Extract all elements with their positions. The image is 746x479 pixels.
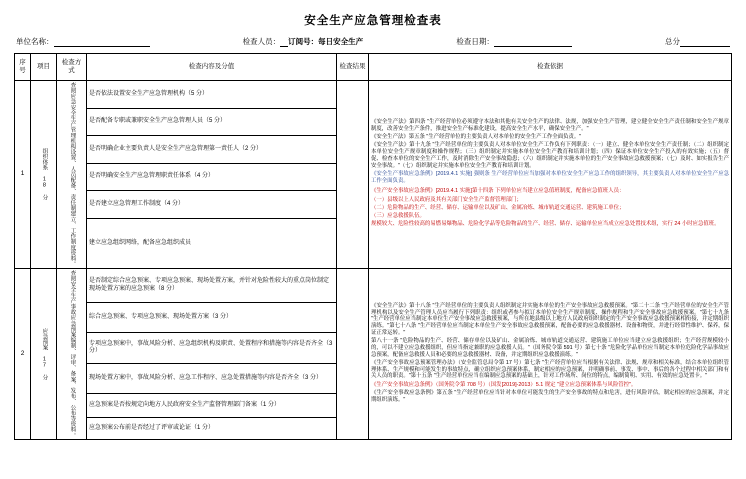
- row1-result[interactable]: [337, 81, 369, 269]
- row1-content-1: 是否依法设置安全生产应急管理机构（5 分）: [87, 81, 337, 109]
- row1-method: 查阅应急安全生产管理机构设置、人员配备、责任制建立、工作制度资料。: [57, 81, 87, 269]
- table-row: [15, 81, 732, 109]
- basis-para-highlight-red: （三）应急救援队伍。: [371, 213, 425, 220]
- meta-row: [16, 36, 730, 47]
- basis-para: 《安全生产法》第四条 "生产经营单位必须遵守本法和其他有关安全生产的法律、法规，加强安全生产管理，建立健全安全生产责任制和安全生产规章制度，改善安全生产条件，推进安全生产标准化建设，提高安全生产水平，确保安全生产。": [371, 119, 729, 132]
- unit-name-field[interactable]: [16, 36, 150, 47]
- promo-label: 订阅号：每日安全生产: [288, 37, 364, 46]
- row2-result[interactable]: [337, 268, 369, 439]
- basis-para-highlight-red: 《生产安全事故应急条例》（国务院令第 708 号）（国发[2019]-2013）5.1 规定 "建立应急预案体系与风险管控"。: [371, 381, 637, 388]
- basis-para-highlight-blue: 《安全生产事故应急条例》[2019.4.1 实施] 强则条 生产经营单位应当加强对本单位安全生产应急工作的组织领导，其主要负责人对本单位安全生产应急工作全面负责。: [371, 170, 729, 184]
- score-field[interactable]: [665, 36, 730, 47]
- basis-para-highlight-red: 规模较大、危险性较高的易燃易爆物品、危险化学品等危险物品的生产、经营、储存、运输单位应当成立应急处置技术组，实行 24 小时应急值班。: [371, 221, 720, 228]
- inspector-label: 检查人员：: [242, 37, 281, 46]
- col-header-content: 检查内容及分值: [87, 54, 337, 81]
- row2-method: 查阅安全生产事故应急预案编制、评审、备案、发布、公布等资料。: [57, 268, 87, 439]
- checklist-table: [14, 53, 732, 440]
- row1-item: 组织体系 18 分: [31, 81, 57, 269]
- basis-para: 第八十一条 "危险物品的生产、经营、储存单位以及矿山、金属冶炼、城市轨道交通运营、建筑施工单位应当建立应急救援组织；生产经营规模较小的，可以不建立应急救援组织，但应当指定兼职的应急救援人员。"（国务院令第 591 号）第七十条 "危险化学品单位应当制定本单位危险化学品事故应急预案，配备应急救援人员和必要的应急救援器材、设备，并定期组织应急救援演练。": [371, 338, 729, 358]
- row1-content-4: 是否明确安全生产应急管理职责任体系（4 分）: [87, 163, 337, 191]
- basis-para: 《安全生产法》第五条 "生产经营单位的主要负责人对本单位的安全生产工作全面负责。": [371, 134, 582, 141]
- table-row: [15, 268, 732, 302]
- row2-content-3: 专项应急预案中，事故风险分析、应急组织机构及职责、处置程序和措施等内容是否齐全（3 分）: [87, 333, 337, 363]
- score-line: [680, 38, 730, 47]
- col-header-no: 序号: [15, 54, 31, 81]
- row1-content-2: 是否配备专职或兼职安全生产应急管理人员（5 分）: [87, 108, 337, 136]
- row2-content-2: 综合应急预案、专项应急预案、现场处置方案（3 分）: [87, 303, 337, 333]
- col-header-item: 项目: [31, 54, 57, 81]
- inspector-field[interactable]: [243, 36, 364, 47]
- row1-content-6: 建立应急组织网络，配备应急组织成员: [87, 219, 337, 269]
- basis-para: 《安全生产法》第十九条 "生产经营单位的主要负责人对本单位安全生产工作负有下列职责：（一）建立、健全本单位安全生产责任制；（二）组织制定本单位安全生产规章制度和操作规程；（三）组织制定并实施本单位安全生产教育和培训计划；（四）保证本单位安全生产投入的有效实施；（五）督促、检查本单位的安全生产工作，及时消除生产安全事故隐患；（六）组织制定并实施本单位的生产安全事故应急救援预案；（七）及时、如实报告生产安全事故。"（七）组织制定并实施本单位安全生产教育和培训计划。: [371, 142, 729, 169]
- row2-content-6: 应急预案公布前是否经过了评审或论证（1 分）: [87, 417, 337, 439]
- row1-basis: [369, 81, 732, 269]
- row1-no: 1: [15, 81, 31, 269]
- row2-no: 2: [15, 268, 31, 439]
- col-header-result: 检查结果: [337, 54, 369, 81]
- row1-content-5: 是否建立应急管理工作制度（4 分）: [87, 191, 337, 219]
- row2-content-5: 应急预案是否按规定向地方人民政府安全生产监督管理部门备案（1 分）: [87, 393, 337, 417]
- basis-para-highlight-red: （一）县级以上人民政府及其有关部门安全生产监督管理部门；: [371, 196, 522, 203]
- col-header-basis: 检查依据: [369, 54, 732, 81]
- basis-para: 《生产安全事故应急条例》第五条 "生产经营单位应当针对本单位可能发生的生产安全事故的特点和危害，进行风险评估，制定相应的应急预案，并定期组织演练。": [371, 389, 729, 403]
- row2-content-4: 现场处置方案中，事故风险分析、应急工作程序、应急处置措施等内容是否齐全（3 分）: [87, 363, 337, 393]
- col-header-method: 检查方式: [57, 54, 87, 81]
- row2-content-1: 是否制定综合应急预案、专项应急预案、现场处置方案，并针对危险性较大的重点岗位制定现场处置方案的应急预案（8 分）: [87, 268, 337, 302]
- date-field[interactable]: [456, 36, 572, 47]
- basis-para: 《安全生产法》第十八条 "生产经营单位的主要负责人组织制定并实施本单位的生产安全事故应急救援预案。"第二十二条 "生产经营单位的安全生产管理机构以及安全生产管理人员应当履行下列职责：组织或者参与拟订本单位安全生产规章制度、操作规程和生产安全事故应急救援预案。"第七十九条 "生产经营单位应当制定本单位生产安全事故应急救援预案，与所在地县级以上地方人民政府组织制定的生产安全事故应急救援预案相衔接，并定期组织演练。"第七十八条 "生产经营单位应当制定本单位生产安全事故应急救援预案，配备必要的应急救援器材、设备和物资，并进行经常性维护、保养，保证正常运转。": [371, 302, 729, 336]
- date-line: [494, 38, 572, 47]
- date-label: 检查日期：: [456, 37, 494, 46]
- table-header-row: [15, 54, 732, 81]
- inspector-line: [280, 38, 288, 47]
- basis-para-highlight-red: 《生产安全事故应急条例》[2019.4.1 实施]第十四条 下列单位应当建立应急值班制度，配备应急值班人员：: [371, 188, 625, 195]
- unit-name-line: [54, 38, 150, 47]
- basis-para: 《生产安全事故应急预案管理办法》（安全监管总局令第 17 号）第七条 "生产经营单位应当根据有关法律、法规、规章和相关标准，结合本单位组织管理体系、生产规模和可能发生的事故特点，确立组织应急预案体系，制定相应的应急预案，并明确事前、事发、事中、事后的各个过程中相关部门和有关人员的职责。"第十五条 "生产经营单位应当在编制应急预案的基础上，针对工作场所、岗位的特点，编制简明、实用、有效的应急处置卡。": [371, 359, 729, 380]
- row2-item: 应急预案 17 分: [31, 268, 57, 439]
- page-title: 安全生产应急管理检查表: [304, 15, 442, 27]
- score-label: 总分: [665, 37, 681, 46]
- row2-basis: [369, 268, 732, 439]
- unit-name-label: 单位名称：: [16, 37, 54, 46]
- row1-content-3: 是否明确企业主要负责人是安全生产应急管理第一责任人（2 分）: [87, 136, 337, 164]
- basis-para-highlight-red: （二）危险物品的生产、经营、储存、运输单位以及矿山、金属冶炼、城市轨道交通运营、建筑施工单位；: [371, 204, 625, 211]
